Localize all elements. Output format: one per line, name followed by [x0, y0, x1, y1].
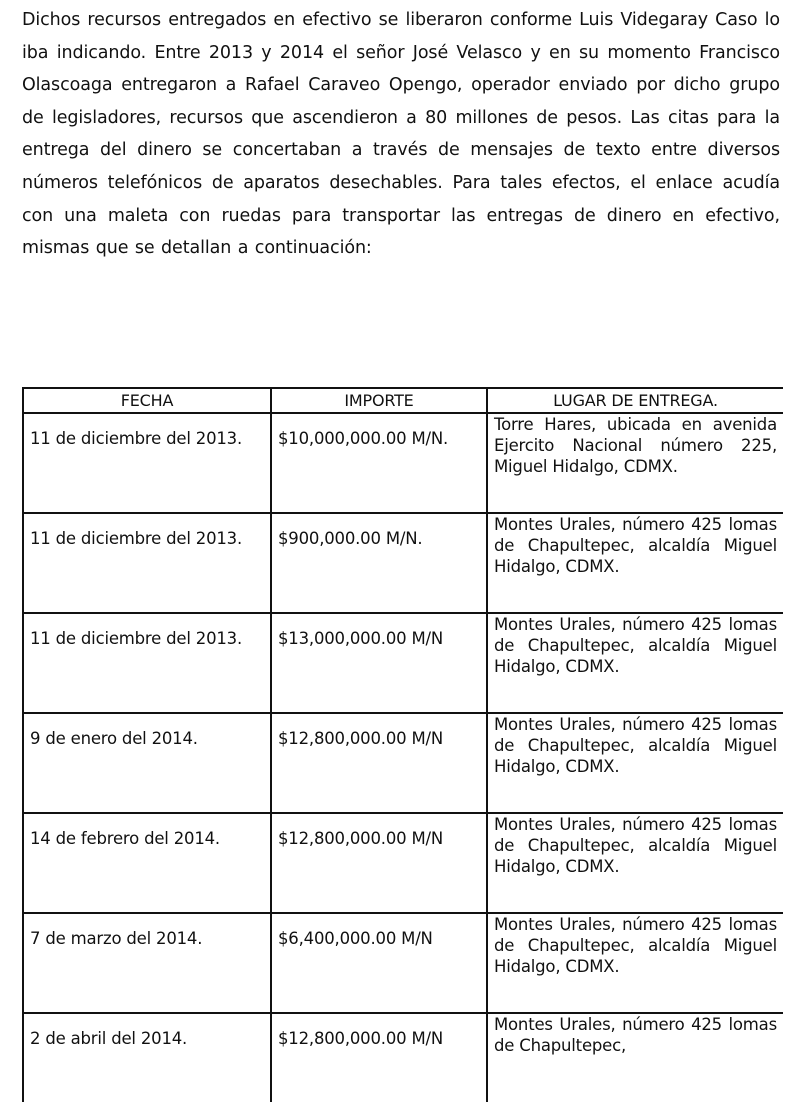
- cell-importe: $10,000,000.00 M/N.: [271, 413, 487, 513]
- cell-fecha: 11 de diciembre del 2013.: [23, 613, 271, 713]
- body-paragraph: Dichos recursos entregados en efectivo se liberaron conforme Luis Videgaray Caso lo iba indicando. Entre 2013 y 2014 el señor José Velasco y en su momento Francisco Olascoaga entregaron a Rafael Caraveo Opengo, operador enviado por dicho grupo de legisladores, recursos que ascendieron a 80 millones de pesos. Las citas para la entrega del dinero se concertaban a través de mensajes de texto entre diversos números telefónicos de aparatos desechables. Para tales efectos, el enlace acudía con una maleta con ruedas para transportar las entregas de dinero en efectivo, mismas que se detallan a continuación:: [22, 10, 780, 259]
- cell-importe: $12,800,000.00 M/N: [271, 713, 487, 813]
- cell-fecha: 11 de diciembre del 2013.: [23, 413, 271, 513]
- cell-lugar: Montes Urales, número 425 lomas de Chapultepec, alcaldía Miguel Hidalgo, CDMX.: [487, 713, 783, 813]
- header-lugar: LUGAR DE ENTREGA.: [487, 388, 783, 413]
- table-row: [23, 1013, 783, 1102]
- deliveries-table: [22, 387, 783, 1102]
- cell-fecha: 14 de febrero del 2014.: [23, 813, 271, 913]
- table-row: [23, 713, 783, 813]
- cell-importe: $12,800,000.00 M/N: [271, 813, 487, 913]
- cell-lugar: Montes Urales, número 425 lomas de Chapultepec, alcaldía Miguel Hidalgo, CDMX.: [487, 613, 783, 713]
- table-row: [23, 613, 783, 713]
- table-row: [23, 813, 783, 913]
- cell-importe: $12,800,000.00 M/N: [271, 1013, 487, 1102]
- header-fecha: FECHA: [23, 388, 271, 413]
- cell-lugar: Montes Urales, número 425 lomas de Chapultepec, alcaldía Miguel Hidalgo, CDMX.: [487, 513, 783, 613]
- cell-fecha: 11 de diciembre del 2013.: [23, 513, 271, 613]
- table-header-row: [23, 388, 783, 413]
- cell-lugar: Montes Urales, número 425 lomas de Chapultepec,: [487, 1013, 783, 1102]
- cell-fecha: 7 de marzo del 2014.: [23, 913, 271, 1013]
- cell-fecha: 9 de enero del 2014.: [23, 713, 271, 813]
- table-row: [23, 913, 783, 1013]
- cell-importe: $6,400,000.00 M/N: [271, 913, 487, 1013]
- cell-importe: $13,000,000.00 M/N: [271, 613, 487, 713]
- header-importe: IMPORTE: [271, 388, 487, 413]
- cell-importe: $900,000.00 M/N.: [271, 513, 487, 613]
- table-row: [23, 513, 783, 613]
- deliveries-table-container: [22, 387, 783, 1102]
- cell-fecha: 2 de abril del 2014.: [23, 1013, 271, 1102]
- cell-lugar: Montes Urales, número 425 lomas de Chapultepec, alcaldía Miguel Hidalgo, CDMX.: [487, 913, 783, 1013]
- cell-lugar: Montes Urales, número 425 lomas de Chapultepec, alcaldía Miguel Hidalgo, CDMX.: [487, 813, 783, 913]
- cell-lugar: Torre Hares, ubicada en avenida Ejercito Nacional número 225, Miguel Hidalgo, CDMX.: [487, 413, 783, 513]
- table-row: [23, 413, 783, 513]
